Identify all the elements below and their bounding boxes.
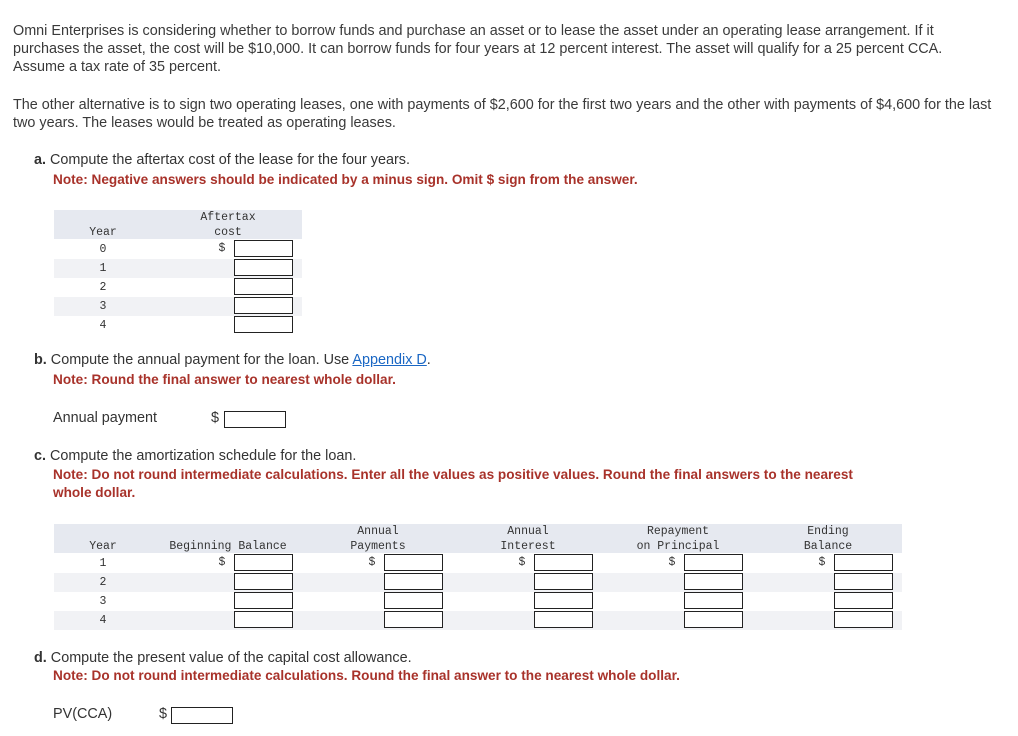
table-c-principal-header-1: Repayment: [646, 525, 710, 538]
ending-balance-input[interactable]: [834, 611, 893, 628]
table-c-row-stripe: [54, 611, 902, 630]
table-c-payments-header-1: Annual: [357, 525, 399, 538]
table-c-payments-header-2: Payments: [350, 540, 406, 553]
table-c-ending-header-2: Balance: [803, 540, 853, 553]
pv-cca-label: PV(CCA): [53, 706, 113, 722]
table-c-ending-header-1: Ending: [807, 525, 849, 538]
part-b-text-suffix: .: [426, 352, 431, 368]
table-c-row-stripe: [54, 573, 902, 592]
intro-paragraph-1: Omni Enterprises is considering whether to borrow funds and purchase an asset or to lease the asset under an operating lease arrangement. If it purchases the asset, the cost will be $10,000. It can borrow funds for four years at 12 percent interest. The asset will qualify for a 25 percent CCA. Assume a tax rate of 35 percent.: [13, 23, 943, 75]
table-a-currency: $: [218, 242, 226, 255]
beginning-balance-input[interactable]: [234, 592, 293, 609]
part-b-text: Compute the annual payment for the loan. Use: [50, 352, 353, 368]
part-a-letter: a.: [34, 152, 47, 168]
annual-payments-input[interactable]: [384, 592, 443, 609]
table-c-interest-header-2: Interest: [500, 540, 556, 553]
table-c-currency: $: [218, 556, 226, 569]
table-a-year: 0: [99, 243, 107, 256]
annual-interest-input[interactable]: [534, 592, 593, 609]
part-d-letter: d.: [34, 650, 47, 666]
table-a-year: 4: [99, 319, 107, 332]
annual-payments-input[interactable]: [384, 554, 443, 571]
ending-balance-input[interactable]: [834, 573, 893, 590]
table-a-year-header: Year: [89, 226, 117, 239]
part-d-text: Compute the present value of the capital cost allowance.: [50, 650, 412, 666]
part-d-note: Note: Do not round intermediate calculations. Round the final answer to the nearest whole dollar.: [53, 668, 680, 683]
annual-interest-input[interactable]: [534, 611, 593, 628]
aftertax-cost-input-year-0[interactable]: [234, 240, 293, 257]
aftertax-cost-input-year-3[interactable]: [234, 297, 293, 314]
table-a-cost-header-2: cost: [214, 226, 242, 239]
table-c-beginning-header: Beginning Balance: [169, 540, 287, 553]
intro-paragraph-2: The other alternative is to sign two operating leases, one with payments of $2,600 for the first two years and the other with payments of $4,600 for the last two years. The leases would be treated as operating leases.: [13, 97, 992, 131]
pv-cca-currency: $: [159, 706, 168, 722]
part-d-question: [34, 650, 412, 666]
ending-balance-input[interactable]: [834, 554, 893, 571]
table-c-year-header: Year: [89, 540, 117, 553]
ending-balance-input[interactable]: [834, 592, 893, 609]
table-c-year: 3: [99, 595, 107, 608]
part-a-note: Note: Negative answers should be indicated by a minus sign. Omit $ sign from the answer.: [53, 172, 638, 187]
aftertax-cost-input-year-4[interactable]: [234, 316, 293, 333]
table-c-year: 4: [99, 614, 107, 627]
part-b-note: Note: Round the final answer to nearest whole dollar.: [53, 372, 396, 387]
annual-payments-input[interactable]: [384, 611, 443, 628]
principal-repayment-input[interactable]: [684, 611, 743, 628]
part-c-note-line-2: whole dollar.: [53, 485, 136, 500]
principal-repayment-input[interactable]: [684, 573, 743, 590]
beginning-balance-input[interactable]: [234, 573, 293, 590]
table-a-year: 1: [99, 262, 107, 275]
annual-interest-input[interactable]: [534, 573, 593, 590]
table-c-currency: $: [668, 556, 676, 569]
table-c-year: 1: [99, 557, 107, 570]
part-a-question: [34, 152, 410, 168]
table-c-principal-header-2: on Principal: [636, 540, 720, 553]
table-c-currency: $: [518, 556, 526, 569]
annual-payment-label: Annual payment: [53, 410, 158, 426]
part-c-question: [34, 448, 356, 464]
beginning-balance-input[interactable]: [234, 611, 293, 628]
annual-payment-input[interactable]: [224, 411, 286, 428]
part-b-letter: b.: [34, 352, 47, 368]
aftertax-cost-input-year-1[interactable]: [234, 259, 293, 276]
pv-cca-input[interactable]: [171, 707, 233, 724]
principal-repayment-input[interactable]: [684, 554, 743, 571]
annual-interest-input[interactable]: [534, 554, 593, 571]
table-c-year: 2: [99, 576, 107, 589]
appendix-d-link[interactable]: Appendix D: [352, 352, 427, 368]
aftertax-cost-input-year-2[interactable]: [234, 278, 293, 295]
part-c-letter: c.: [34, 448, 47, 464]
table-a-year: 2: [99, 281, 107, 294]
annual-payment-currency: $: [211, 410, 220, 426]
table-c-currency: $: [368, 556, 376, 569]
beginning-balance-input[interactable]: [234, 554, 293, 571]
part-c-text: Compute the amortization schedule for the loan.: [50, 448, 357, 464]
table-c-currency: $: [818, 556, 826, 569]
principal-repayment-input[interactable]: [684, 592, 743, 609]
annual-payments-input[interactable]: [384, 573, 443, 590]
part-c-note-line-1: Note: Do not round intermediate calculations. Enter all the values as positive values. Round the final answers to the nearest: [53, 467, 853, 482]
table-a-cost-header-1: Aftertax: [200, 211, 256, 224]
table-c-interest-header-1: Annual: [507, 525, 549, 538]
table-a-year: 3: [99, 300, 107, 313]
part-b-question: [34, 352, 431, 368]
part-a-text: Compute the aftertax cost of the lease for the four years.: [50, 152, 410, 168]
